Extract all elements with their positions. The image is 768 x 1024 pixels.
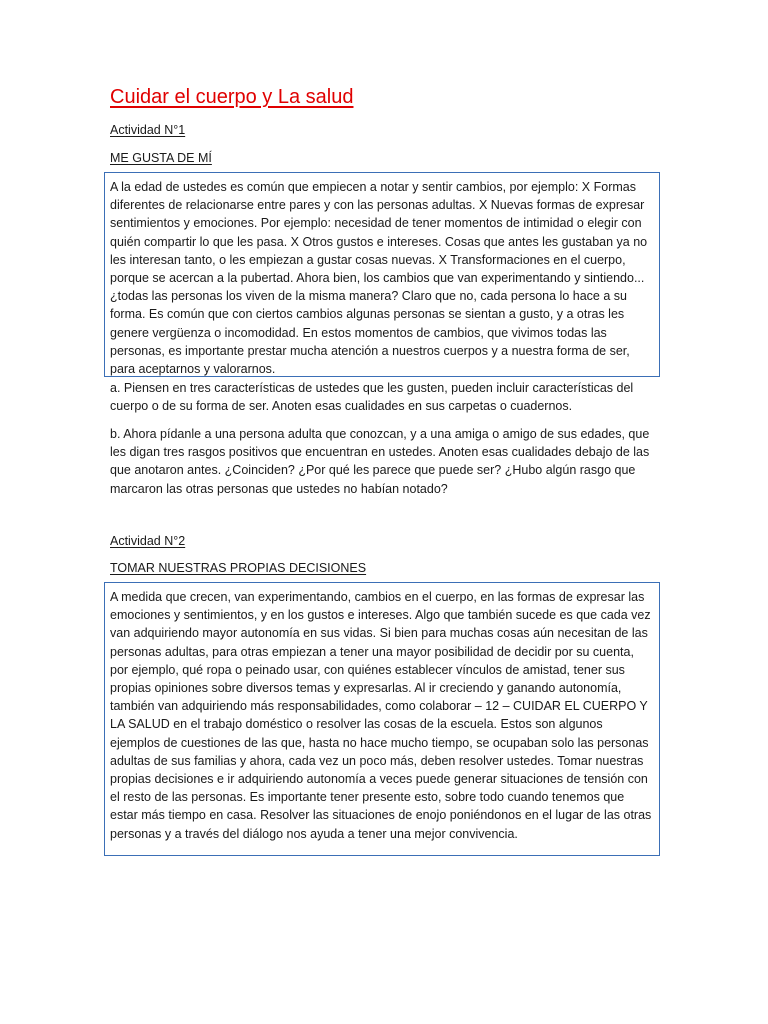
activity-2-box-text: A medida que crecen, van experimentando, cambios en el cuerpo, en las formas de expresar las emociones y sentimientos, y en los gustos e intereses. Algo que también sucede es que cada vez van adquiriendo mayor autonomía en sus vidas. Si bien para muchas cosas aún necesitan de las personas adultas, para otras empiezan a tener una mayor posibilidad de decidir por su cuenta, por ejemplo, qué ropa o peinado usar, con quiénes establecer vínculos de amistad, tener sus propias opiniones sobre diversos temas y expresarlas. Al ir creciendo y ganando autonomía, también van adquiriendo más responsabilidades, como colaborar – 12 – CUIDAR EL CUERPO Y LA SALUD en el trabajo doméstico o resolver las cosas de la escuela. Estos son algunos ejemplos de cuestiones de las que, hasta no hace mucho tiempo, se ocupaban solo las personas adultas de sus familias y ahora, cada vez un poco más, deben resolver ustedes. Tomar nuestras propias decisiones e ir adquiriendo autonomía a veces puede generar situaciones de tensión con el resto de las personas. Es importante tener presente esto, sobre todo cuando tenemos que estar más tiempo en casa. Resolver las situaciones de enojo poniéndonos en el lugar de las otras personas y a través del diálogo nos ayuda a tener una mejor convivencia.: [110, 590, 652, 841]
activity-1-heading: ME GUSTA DE MÍ: [110, 151, 212, 165]
activity-1-label: Actividad N°1: [110, 123, 186, 137]
activity-2-heading: TOMAR NUESTRAS PROPIAS DECISIONES: [110, 561, 367, 575]
activity-1-item-a: a. Piensen en tres características de ustedes que les gusten, pueden incluir características del cuerpo o de su forma de ser. Anoten esas cualidades en sus carpetas o cuadernos.: [110, 381, 634, 414]
activity-2-text-box: [104, 582, 660, 856]
activity-1-item-b: b. Ahora pídanle a una persona adulta que conozcan, y a una amiga o amigo de sus edades, que les digan tres rasgos positivos que encuentran en ustedes. Anoten esas cualidades debajo de las que anotaron antes. ¿Coinciden? ¿Por qué les parece que puede ser? ¿Hubo algún rasgo que marcaron las otras personas que ustedes no habían notado?: [110, 427, 650, 496]
page-title: Cuidar el cuerpo y La salud: [110, 86, 354, 108]
activity-1-box-text: A la edad de ustedes es común que empiecen a notar y sentir cambios, por ejemplo: X Formas diferentes de relacionarse entre pares y con las personas adultas. X Nuevas formas de expresar sentimientos y emociones. Por ejemplo: necesidad de tener momentos de intimidad o elegir con quién compartir lo que les pasa. X Otros gustos e intereses. Cosas que antes les gustaban ya no les interesan tanto, o les empiezan a gustar cosas nuevas. X Transformaciones en el cuerpo, porque se acercan a la pubertad. Ahora bien, los cambios que van experimentando y sintiendo... ¿todas las personas los viven de la misma manera? Claro que no, cada persona lo hace a su forma. Es común que con ciertos cambios algunas personas se sientan a gusto, y a otras les genere vergüenza o incomodidad. En estos momentos de cambios, que vivimos todas las personas, es importante prestar mucha atención a nuestros cuerpos y a nuestra forma de ser, para aceptarnos y valorarnos.: [110, 180, 648, 377]
activity-2-label: Actividad N°2: [110, 534, 186, 548]
activity-1-text-box: [104, 172, 660, 377]
